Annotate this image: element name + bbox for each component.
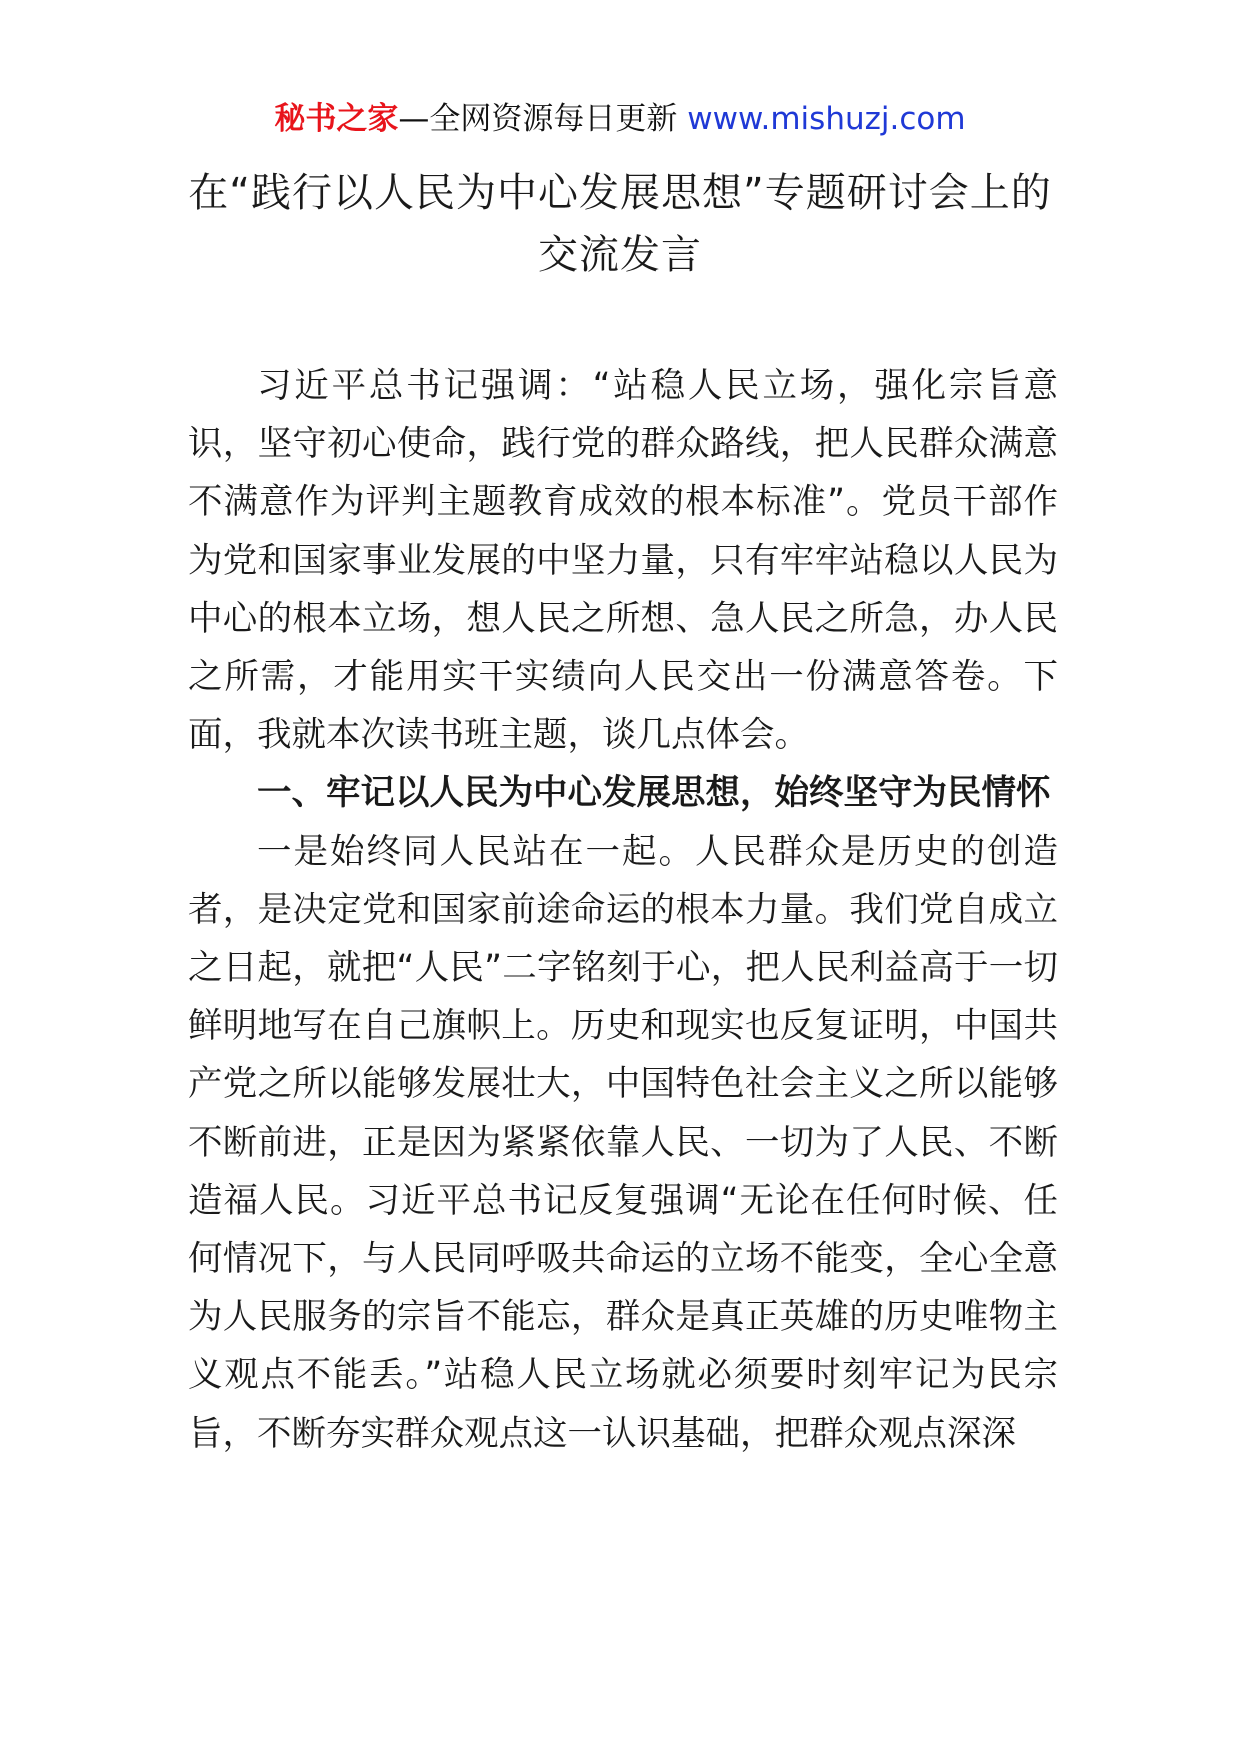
brand-name: 秘书之家 (274, 101, 399, 137)
document-body (188, 357, 1058, 1463)
body-paragraph: 一是始终同人民站在一起。人民群众是历史的创造者，是决定党和国家前途命运的根本力量。我们党自成立之日起，就把“人民”二字铭刻于心，把人民利益高于一切鲜明地写在自己旗帜上。历史和现实也反复证明，中国共产党之所以能够发展壮大，中国特色社会主义之所以能够不断前进，正是因为紧紧依靠人民、一切为了人民、不断造福人民。习近平总书记反复强调“无论在任何时候、任何情况下，与人民同呼吸共命运的立场不能变，全心全意为人民服务的宗旨不能忘，群众是真正英雄的历史唯物主义观点不能丢。”站稳人民立场就必须要时刻牢记为民宗旨，不断夯实群众观点这一认识基础，把群众观点深深 (188, 831, 1058, 1454)
site-url-link[interactable]: www.mishuzj.com (687, 101, 966, 137)
intro-paragraph: 习近平总书记强调：“站稳人民立场，强化宗旨意识，坚守初心使命，践行党的群众路线，把人民群众满意不满意作为评判主题教育成效的根本标准”。党员干部作为党和国家事业发展的中坚力量，只有牢牢站稳以人民为中心的根本立场，想人民之所想、急人民之所急，办人民之所需，才能用实干实绩向人民交出一份满意答卷。下面，我就本次读书班主题，谈几点体会。 (188, 366, 1058, 756)
header-tagline: —全网资源每日更新 (398, 101, 688, 137)
section-heading: 一、牢记以人民为中心发展思想，始终坚守为民情怀 (257, 773, 1051, 814)
document-title: 在“践行以人民为中心发展思想”专题研讨会上的交流发言 (188, 170, 1052, 278)
site-header (0, 98, 1240, 140)
